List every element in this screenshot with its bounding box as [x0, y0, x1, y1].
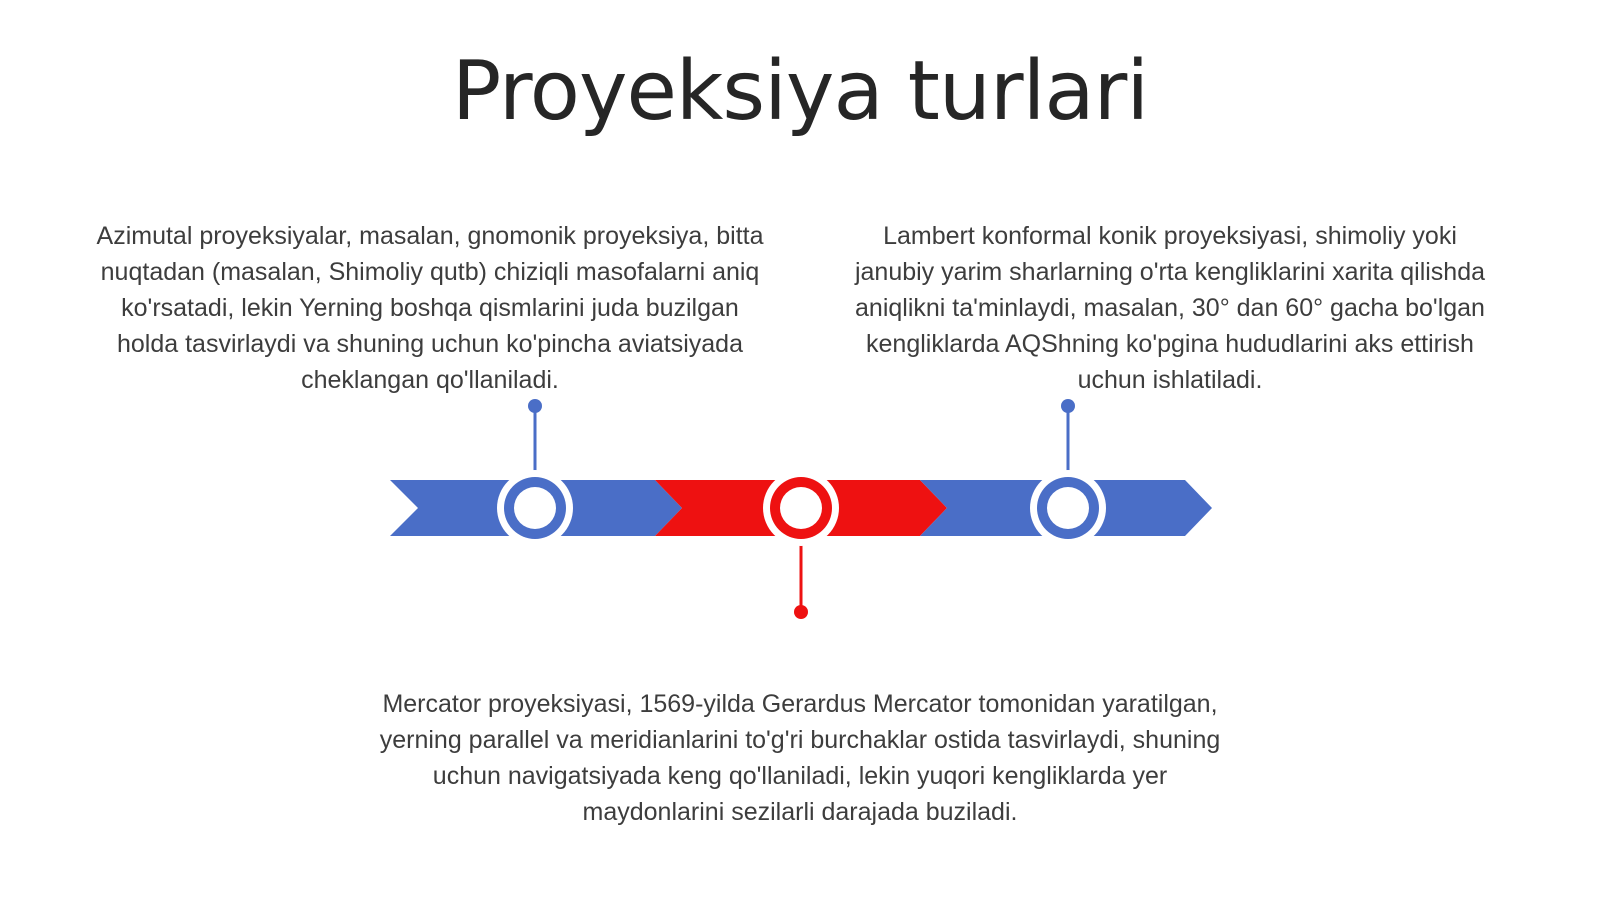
timeline-item-3-text: Lambert konformal konik proyeksiyasi, shimoliy yoki janubiy yarim sharlarning o'rta kengliklarini xarita qilishda aniqlikni ta'minlaydi, masalan, 30° dan 60° gacha bo'lgan kengliklarda AQShning ko'pgina hududlarini aks ettirish uchun ishlatiladi.	[854, 222, 1486, 394]
timeline-milestone-2-hole	[780, 487, 822, 529]
timeline-item-1-text: Azimutal proyeksiyalar, masalan, gnomonik proyeksiya, bitta nuqtadan (masalan, Shimoliy qutb) chiziqli masofalarni aniq ko'rsatadi, lekin Yerning boshqa qismlarini juda buzilgan holda tasvirlaydi va shuning uchun ko'pincha aviatsiyada cheklangan qo'llaniladi.	[96, 222, 764, 394]
timeline-dot-1	[528, 399, 542, 413]
timeline-item-2-text: Mercator proyeksiyasi, 1569-yilda Gerardus Mercator tomonidan yaratilgan, yerning parallel va meridianlarini to'g'ri burchaklar ostida tasvirlaydi, shuning uchun navigatsiyada keng qo'llaniladi, lekin yuqori kengliklarda yer maydonlarini sezilarli darajada buziladi.	[379, 690, 1221, 826]
timeline-milestone-1-hole	[514, 487, 556, 529]
slide-title: Proyeksiya turlari	[451, 44, 1149, 139]
timeline-dot-3	[1061, 399, 1075, 413]
timeline-dot-2	[794, 605, 808, 619]
timeline-milestone-3-hole	[1047, 487, 1089, 529]
